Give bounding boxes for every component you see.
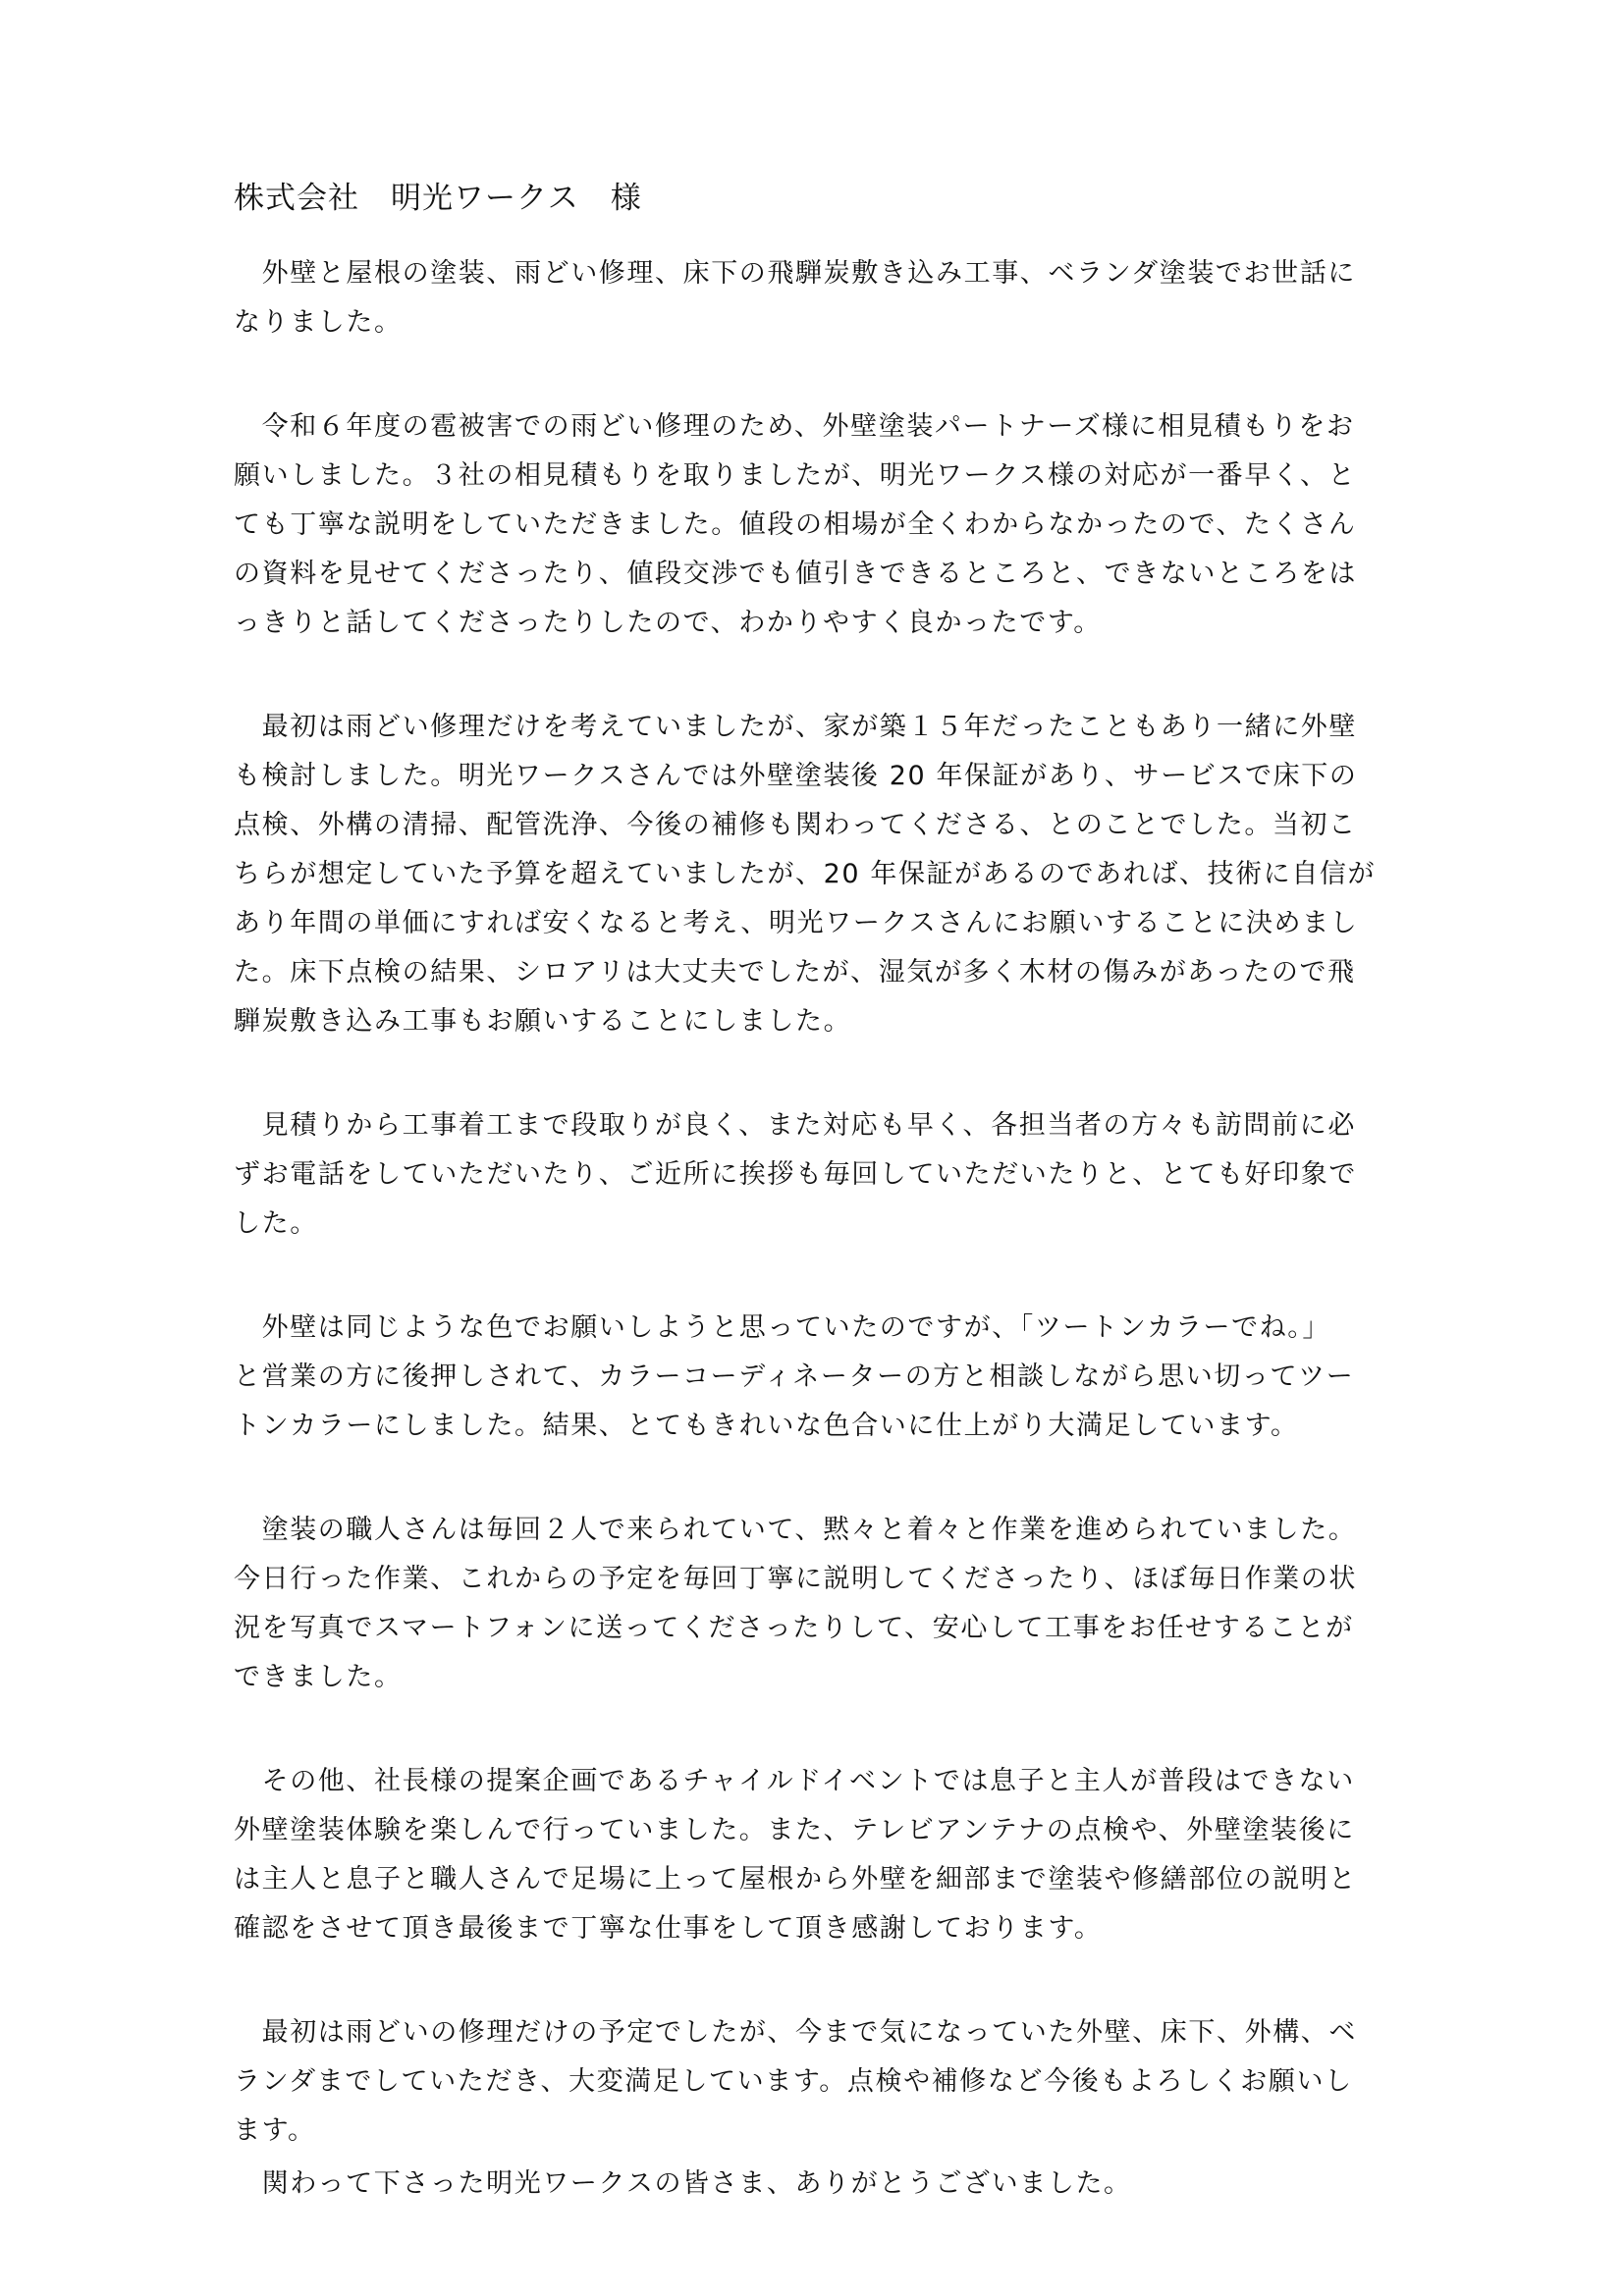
paragraph-craftsmen	[234, 1506, 1402, 1702]
text-line: ランダまでしていただき、大変満足しています。点検や補修など今後もよろしくお願いし	[234, 2066, 1353, 2097]
text-line: なりました。	[234, 307, 403, 338]
text-line: 最初は雨どい修理だけを考えていましたが、家が築１５年だったこともあり一緒に外壁	[234, 712, 1357, 742]
text-line: た。床下点検の結果、シロアリは大丈夫でしたが、湿気が多く木材の傷みがあったので飛	[234, 957, 1356, 988]
paragraph-closing	[234, 2160, 1402, 2209]
paragraph-service	[234, 1101, 1402, 1249]
text-line: 関わって下さった明光ワークスの皆さま、ありがとうございました。	[234, 2168, 1132, 2199]
text-line: トンカラーにしました。結果、とてもきれいな色合いに仕上がり大満足しています。	[234, 1411, 1299, 1441]
text-line: 令和６年度の雹被害での雨どい修理のため、外壁塗装パートナーズ様に相見積もりをお	[234, 411, 1355, 442]
letter-body	[234, 175, 1402, 2209]
text-line: ちらが想定していた予算を超えていましたが、20 年保証があるのであれば、技術に自信が	[234, 859, 1377, 889]
text-line: 外壁は同じような色でお願いしようと思っていたのですが、「ツートンカラーでね。」	[234, 1312, 1330, 1343]
text-line: ます。	[234, 2115, 316, 2146]
paragraph-estimate	[234, 402, 1402, 648]
text-line: 外壁と屋根の塗装、雨どい修理、床下の飛騨炭敷き込み工事、ベランダ塗装でお世話に	[234, 258, 1356, 289]
paragraph-decision	[234, 703, 1402, 1046]
text-line: 確認をさせて頂き最後まで丁寧な仕事をして頂き感謝しております。	[234, 1913, 1103, 1944]
text-line: は主人と息子と職人さんで足場に上って屋根から外壁を細部まで塗装や修繕部位の説明と	[234, 1864, 1357, 1895]
text-line: っきりと話してくださったりしたので、わかりやすく良かったです。	[234, 608, 1102, 638]
text-line: した。	[234, 1208, 318, 1239]
text-line: 見積りから工事着工まで段取りが良く、また対応も早く、各担当者の方々も訪問前に必	[234, 1110, 1356, 1141]
text-line: ずお電話をしていただいたり、ご近所に挨拶も毎回していただいたりと、とても好印象で	[234, 1159, 1357, 1190]
text-line: 今日行った作業、これからの予定を毎回丁寧に説明してくださったり、ほぼ毎日作業の状	[234, 1564, 1357, 1594]
text-line: も検討しました。明光ワークスさんでは外壁塗装後 20 年保証があり、サービスで床下の	[234, 761, 1358, 791]
text-line: 最初は雨どいの修理だけの予定でしたが、今まで気になっていた外壁、床下、外構、ベ	[234, 2017, 1357, 2048]
text-line: その他、社長様の提案企画であるチャイルドイベントでは息子と主人が普段はできない	[234, 1766, 1355, 1796]
text-line: 願いしました。３社の相見積もりを取りましたが、明光ワークス様の対応が一番早く、と	[234, 460, 1357, 491]
text-line: の資料を見せてくださったり、値段交渉でも値引きできるところと、できないところをは	[234, 559, 1357, 589]
paragraph-event	[234, 1757, 1402, 1953]
text-line: 塗装の職人さんは毎回２人で来られていて、黙々と着々と作業を進められていました。	[234, 1515, 1357, 1545]
text-line: と営業の方に後押しされて、カラーコーディネーターの方と相談しながら思い切ってツー	[234, 1362, 1355, 1392]
addressee-heading: 株式会社 明光ワークス 様	[234, 181, 642, 216]
paragraph-color	[234, 1304, 1402, 1451]
text-line: できました。	[234, 1662, 403, 1692]
text-line: 点検、外構の清掃、配管洗浄、今後の補修も関わってくださる、とのことでした。当初こ	[234, 810, 1357, 840]
text-line: 外壁塗装体験を楽しんで行っていました。また、テレビアンテナの点検や、外壁塗装後に	[234, 1815, 1355, 1845]
paragraph-satisfaction	[234, 2008, 1402, 2156]
text-line: ても丁寧な説明をしていただきました。値段の相場が全くわからなかったので、たくさん	[234, 509, 1357, 540]
text-line: 況を写真でスマートフォンに送ってくださったりして、安心して工事をお任せすることが	[234, 1613, 1354, 1643]
text-line: 騨炭敷き込み工事もお願いすることにしました。	[234, 1006, 852, 1037]
text-line: あり年間の単価にすれば安くなると考え、明光ワークスさんにお願いすることに決めまし	[234, 908, 1359, 938]
paragraph-greeting	[234, 249, 1402, 347]
